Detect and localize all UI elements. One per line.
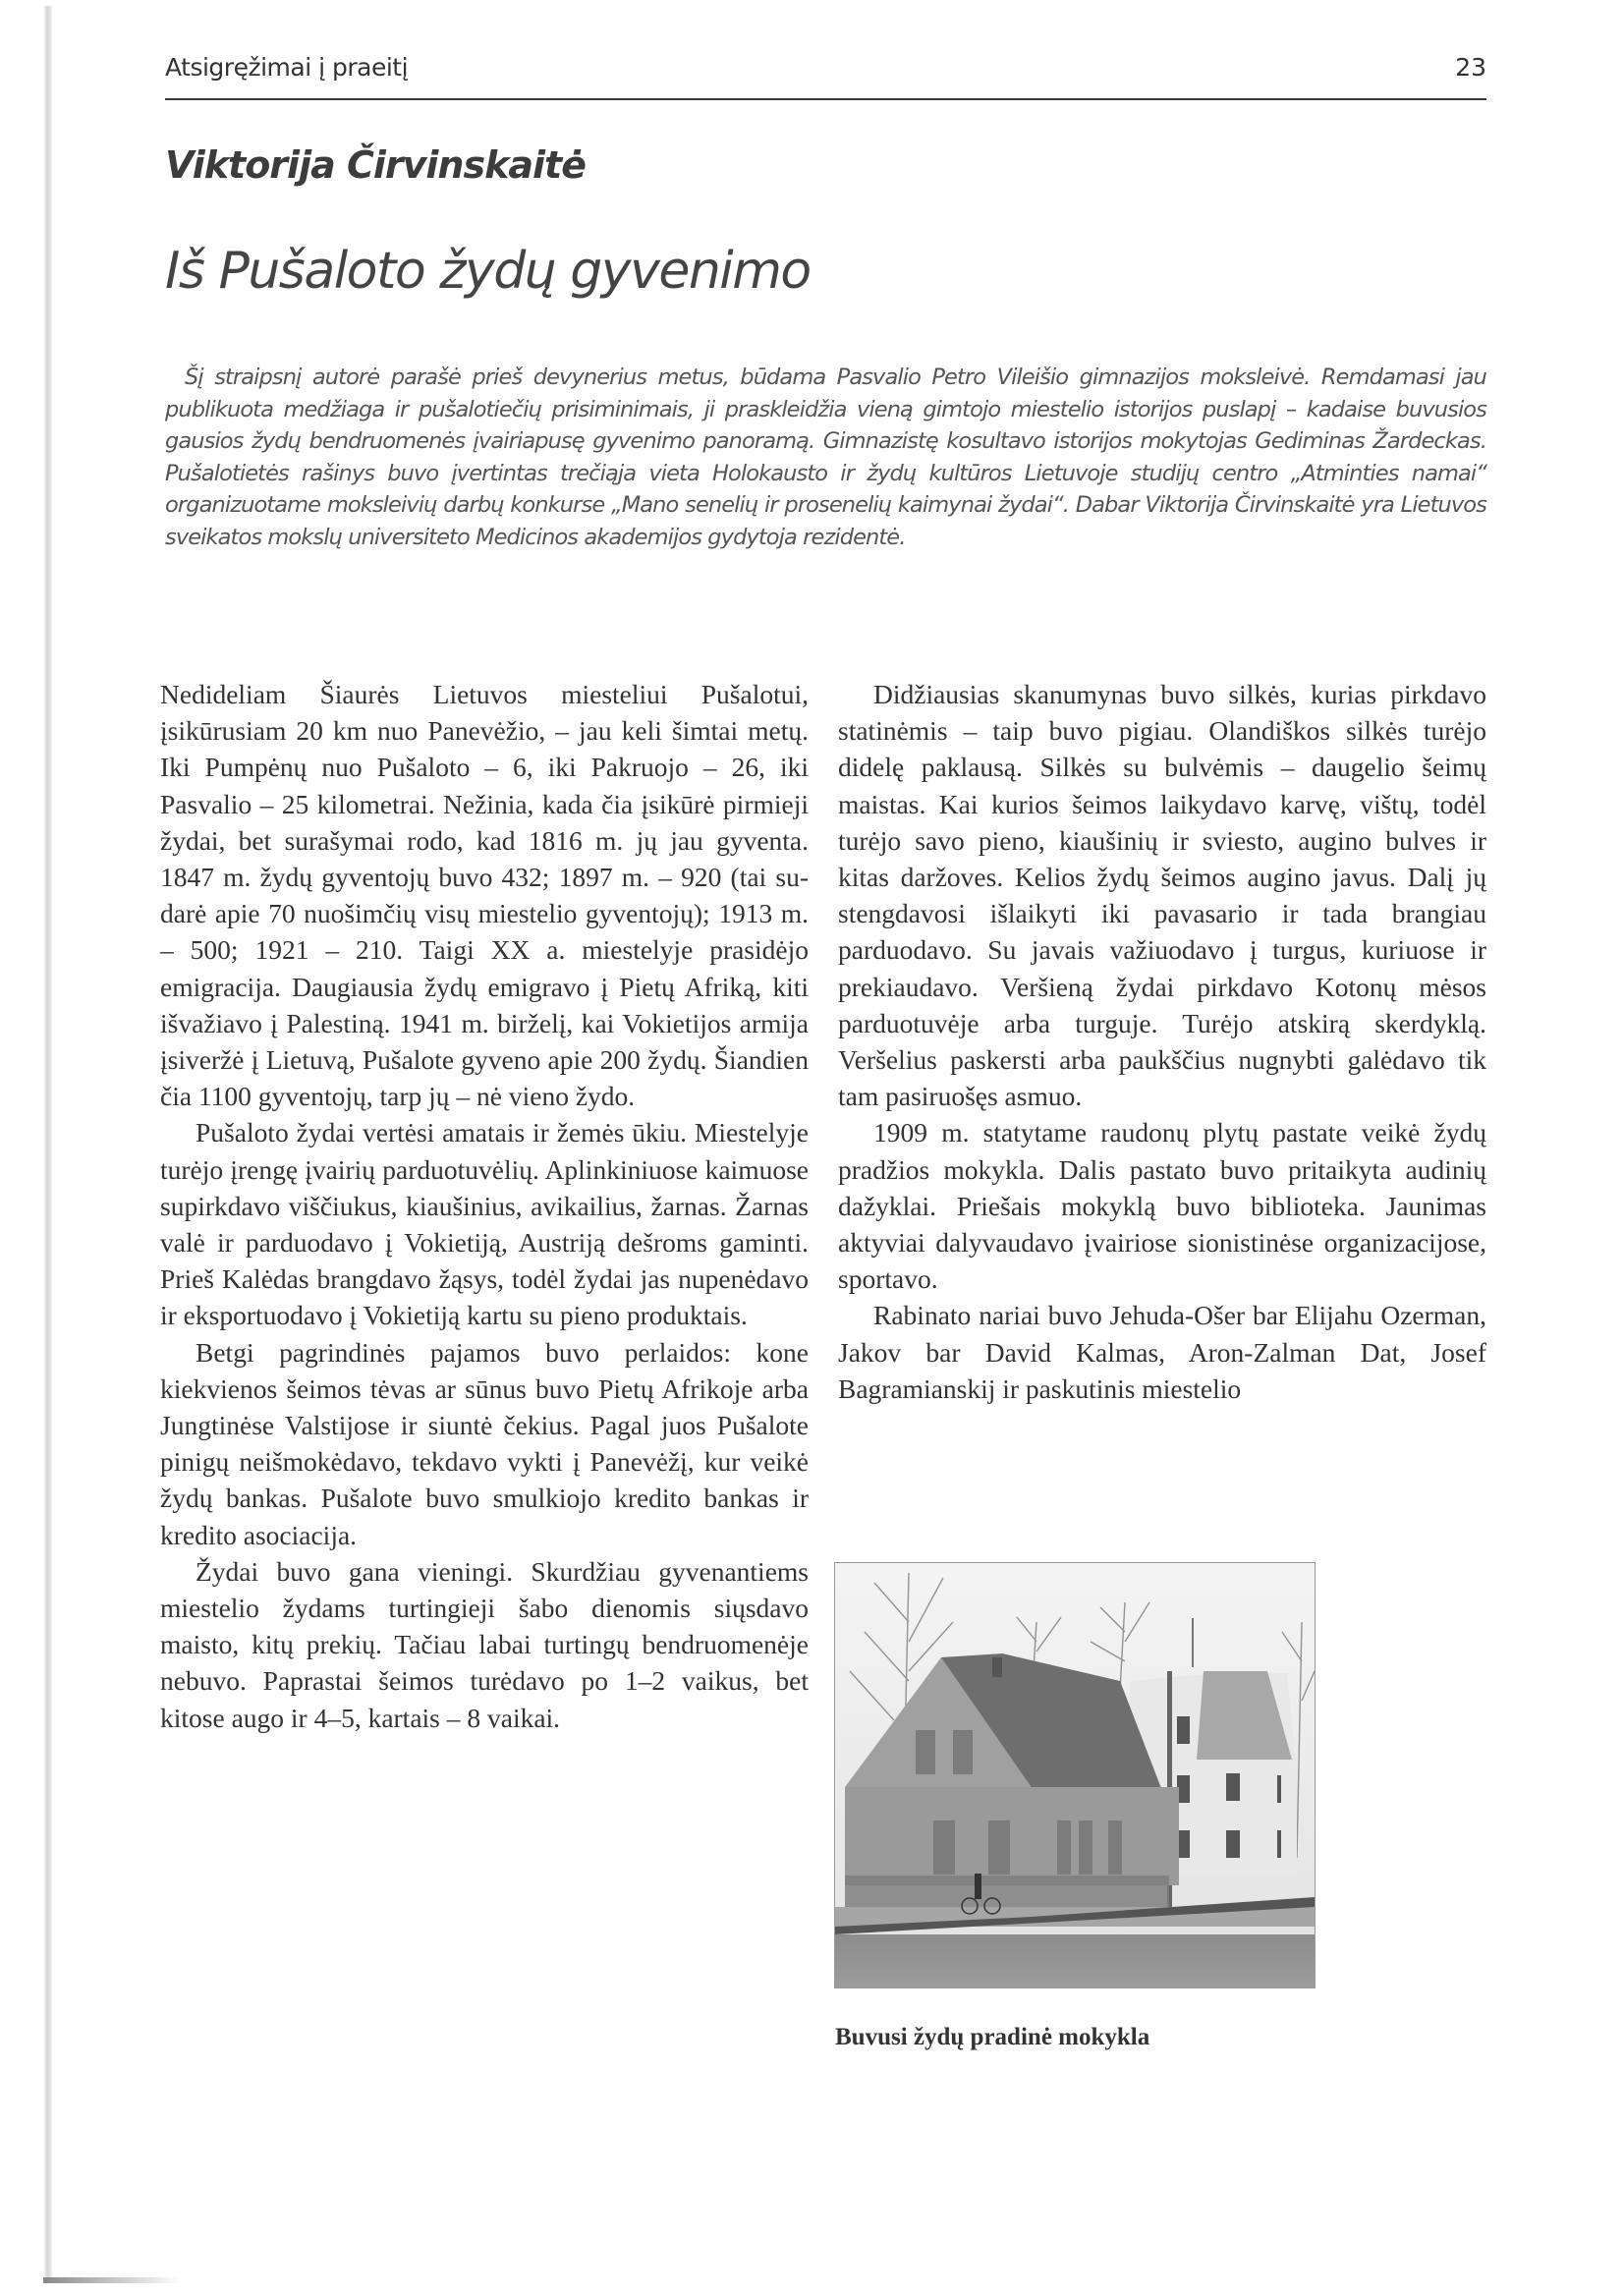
section-title: Atsigręžimai į praeitį <box>165 53 409 82</box>
running-head <box>165 49 1486 100</box>
body-column-right <box>838 676 1486 1407</box>
article-author: Viktorija Čirvinskaitė <box>165 143 586 187</box>
paragraph: Nedideliam Šiaurės Lietuvos miesteliui Pušalotui, įsikūrusiam 20 km nuo Panevėžio, – jau keli šimtai metų. Iki Pumpėnų nuo Pušaloto – 6, iki Pakruojo – 26, iki Pasvalio – 25 kilometrai. Nežinia, kada čia įsikūrė pirmieji žydai, bet surašymai rodo, kad 1816 m. jų jau gyventa. 1847 m. žydų gyventojų buvo 432; 1897 m. – 920 (tai sudarė apie 70 nuošimčių visų miestelio gyventojų); 1913 m. – 500; 1921 – 210. Taigi XX a. miestelyje prasidėjo emigracija. Daugiausia žydų emigravo į Pietų Afriką, kiti išvažiavo į Palestiną. 1941 m. birželį, kai Vokietijos armija įsiveržė į Lietuvą, Pušalote gyveno apie 200 žydų. Šiandien čia 1100 gyventojų, tarp jų – nė vieno žydo. <box>160 679 809 1112</box>
page-number: 23 <box>1455 53 1486 82</box>
paragraph: Betgi pagrindinės pajamos buvo perlaidos: kone kiekvienos šeimos tėvas ar sūnus buvo Pietų Afrikoje arba Jungtinėse Valstijose ir siuntė čekius. Pagal juos Pušalote pinigų neišmokėdavo, tekdavo vykti į Panevėžį, kur veikė žydų bankas. Pušalote buvo smulkiojo kredito bankas ir kredito asociacija. <box>160 1336 809 1550</box>
scan-edge-bottom <box>43 2277 181 2283</box>
paragraph: Žydai buvo gana vieningi. Skurdžiau gyvenantiems miestelio žydams turtingieji šabo dienomis siųsdavo maisto, kitų prekių. Tačiau labai turtingų bendruomenėje nebuvo. Paprastai šeimos turėdavo po 1–2 vaikus, bet kitose augo ir 4–5, kartais – 8 vaikai. <box>160 1555 809 1733</box>
photo-caption: Buvusi žydų pradinė mokykla <box>835 2024 1150 2050</box>
article-title: Iš Pušaloto žydų gyvenimo <box>165 242 811 301</box>
paragraph: Didžiausias skanumynas buvo silkės, kurias pirkdavo statinėmis – taip buvo pigiau. Olandiškos silkės turėjo didelę paklausą. Silkės su bulvėmis – daugelio šeimų maistas. Kai kurios šeimos laikydavo karvę, vištų, todėl turėjo savo pieno, kiaušinių ir sviesto, augino bulves ir kitas daržoves. Kelios žydų šeimos augino javus. Dalį jų stengdavosi išlaikyti iki pavasario ir tada brangiau parduodavo. Su javais važiuodavo į turgus, kuriuose ir prekiaudavo. Veršieną žydai pirkdavo Kotonų mėsos parduotuvėje arba turguje. Turėjo atskirą skerdyklą. Veršelius paskersti arba paukščius nugnybti galėdavo tik tam pasiruošęs asmuo. <box>838 679 1486 1112</box>
paragraph: Rabinato nariai buvo Jehuda-Ošer bar Elijahu Ozerman, Jakov bar David Kalmas, Aron-Zalman Dat, Josef Bagramianskij ir paskutinis miestelio <box>838 1300 1486 1404</box>
paragraph: 1909 m. statytame raudonų plytų pastate veikė žydų pradžios mokykla. Dalis pastato buvo pritaikyta audinių dažyklai. Priešais mokyklą buvo biblioteka. Jaunimas aktyviai dalyvaudavo įvairiose sionistinėse organizacijose, sportavo. <box>838 1117 1486 1295</box>
body-column-left <box>160 676 809 1736</box>
paragraph: Pušaloto žydai vertėsi amatais ir žemės ūkiu. Miestelyje turėjo įrengę įvairių parduotuvėlių. Aplinkiniuose kaimuose supirkdavo viščiukus, kiaušinius, avikailius, žarnas. Žarnas valė ir parduodavo į Vokietiją, Austriją dešroms gaminti. Prieš Kalėdas brangdavo žąsys, todėl žydai jas nupenėdavo ir eksportuodavo į Vokietiją kartu su pieno produktais. <box>160 1117 809 1331</box>
scan-edge-left <box>43 6 53 2283</box>
school-building-photo <box>834 1562 1316 1988</box>
photo-illustration <box>835 1563 1315 1988</box>
article-abstract: Šį straipsnį autorė parašė prieš devynerius metus, būdama Pasvalio Petro Vileišio gimnazijos moksleivė. Remdamasi jau publikuota medžiaga ir pušalotiečių prisiminimais, ji praskleidžia vieną gimtojo miestelio istorijos puslapį – kadaise buvusios gausios žydų bendruomenės įvairiapusę gyvenimo panoramą. Gimnazistę kosultavo istorijos mokytojas Gediminas Žardeckas. Pušalotietės rašinys buvo įvertintas trečiąja vieta Holokausto ir žydų kultūros Lietuvoje studijų centro „Atminties namai“ organizuotame moksleivių darbų konkurse „Mano senelių ir prosenelių kaimynai žydai“. Dabar Viktorija Čirvinskaitė yra Lietuvos sveikatos mokslų universiteto Medicinos akademijos gydytoja rezidentė. <box>165 364 1486 550</box>
